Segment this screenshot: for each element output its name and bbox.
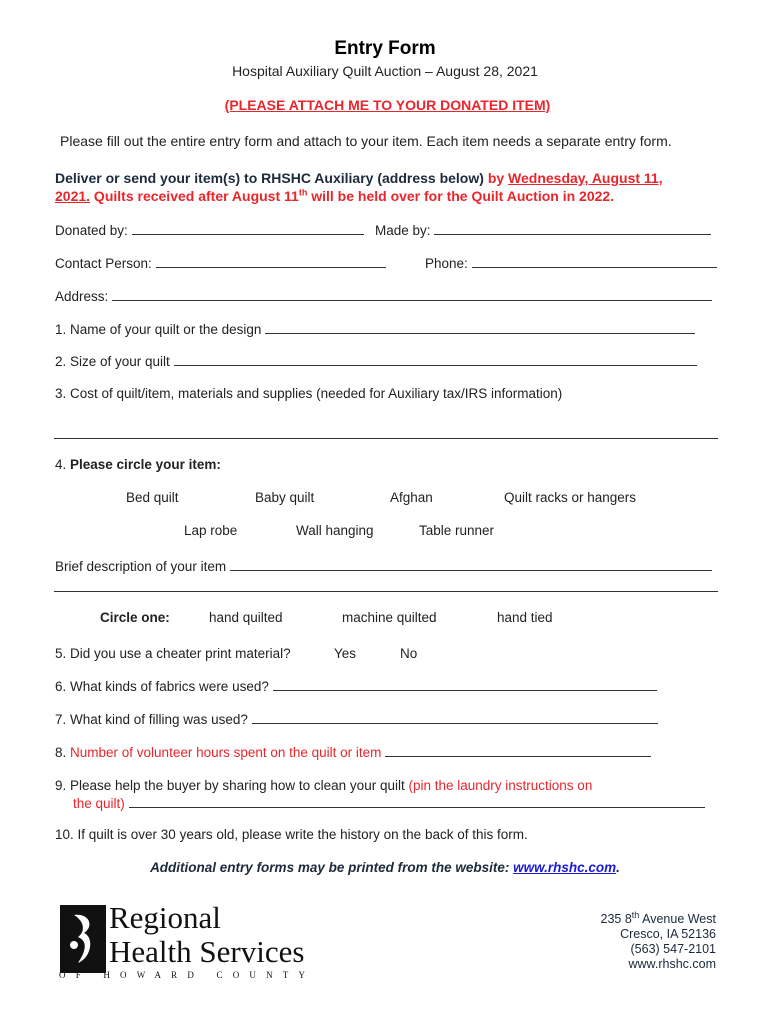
circle-one-label: Circle one: [100,610,170,625]
filling-field [55,711,658,727]
cleaning-label: 9. Please help the buyer by sharing how to clean your quilt [55,778,409,793]
logo-line-3: OF HOWARD COUNTY [59,970,316,980]
volunteer-hours-label: Number of volunteer hours spent on the quilt or item [70,745,382,760]
filling-input[interactable] [252,711,658,724]
volunteer-hours-number: 8. [55,745,71,760]
option-machine-quilted[interactable]: machine quilted [342,610,437,625]
holdover-text-end: will be held over for the Quilt Auction in 2022. [307,188,615,204]
page-subtitle: Hospital Auxiliary Quilt Auction – August 28, 2021 [232,63,538,79]
quilt-name-field [55,321,695,337]
contact-person-input[interactable] [156,255,386,268]
donated-by-input[interactable] [132,222,364,235]
item-option-table-runner[interactable]: Table runner [419,523,495,538]
history-note: 10. If quilt is over 30 years old, please write the history on the back of this form. [55,827,528,842]
address-street-end: Avenue West [639,912,716,926]
address-phone: (563) 547-2101 [630,942,716,956]
fabrics-label: 6. What kinds of fabrics were used? [55,679,269,694]
quilt-size-label: 2. Size of your quilt [55,354,170,369]
address-block [600,909,716,972]
logo-line-2: Health Services [109,934,305,969]
website-note [0,860,770,875]
description-field [55,558,712,574]
deliver-text: Deliver or send your item(s) to RHSHC Auxiliary (address below) [55,170,488,186]
cleaning-input[interactable] [129,795,705,808]
circle-item-label: Please circle your item: [70,457,221,472]
intro-text: Please fill out the entire entry form and attach to your item. Each item needs a separate entry form. [60,133,672,149]
donated-by-field [55,222,364,238]
item-option-afghan[interactable]: Afghan [390,490,433,505]
website-link[interactable]: www.rhshc.com [513,860,617,875]
cost-input[interactable] [54,438,718,439]
description-label: Brief description of your item [55,559,227,574]
deadline-year: 2021. [55,188,91,204]
deliver-instructions [55,169,663,205]
quilt-name-label: 1. Name of your quilt or the design [55,322,262,337]
contact-person-field [55,255,386,271]
rhs-logo-mark-icon [60,905,106,973]
address-field [55,288,712,304]
deadline-date: Wednesday, August 11, [508,170,663,186]
address-city: Cresco, IA 52136 [620,927,716,941]
cleaning-note: (pin the laundry instructions on [408,778,593,793]
attach-note: (PLEASE ATTACH ME TO YOUR DONATED ITEM) [224,97,551,113]
holdover-sup: th [298,187,308,198]
volunteer-hours-field [55,744,651,760]
cost-label: 3. Cost of quilt/item, materials and supplies (needed for Auxiliary tax/IRS information) [55,386,563,401]
contact-person-label: Contact Person: [55,256,152,271]
fabrics-input[interactable] [273,678,657,691]
option-hand-tied[interactable]: hand tied [497,610,553,625]
item-option-quilt-racks[interactable]: Quilt racks or hangers [504,490,637,505]
option-no[interactable]: No [400,646,418,661]
phone-input[interactable] [472,255,717,268]
made-by-input[interactable] [434,222,711,235]
address-street-sup: th [631,909,640,920]
made-by-label: Made by: [375,223,431,238]
volunteer-hours-input[interactable] [385,744,651,757]
circle-item-heading [55,457,221,472]
item-option-wall-hanging[interactable]: Wall hanging [296,523,374,538]
website-note-text: Additional entry forms may be printed from the website: [150,860,510,875]
quilt-size-input[interactable] [174,353,697,366]
filling-label: 7. What kind of filling was used? [55,712,248,727]
circle-item-number: 4. [55,457,71,472]
option-yes[interactable]: Yes [334,646,357,661]
made-by-field [375,222,711,238]
phone-field [425,255,717,271]
item-option-bed-quilt[interactable]: Bed quilt [126,490,179,505]
item-option-baby-quilt[interactable]: Baby quilt [255,490,315,505]
cheater-print-label: 5. Did you use a cheater print material? [55,646,291,661]
logo-line-1: Regional [109,900,221,935]
option-hand-quilted[interactable]: hand quilted [209,610,283,625]
rhs-logo [55,902,325,982]
page-title: Entry Form [334,38,436,59]
phone-label: Phone: [425,256,468,271]
deliver-by: by [487,170,509,186]
item-option-lap-robe[interactable]: Lap robe [184,523,238,538]
address-street: 235 8 [600,912,632,926]
quilt-name-input[interactable] [265,321,695,334]
cleaning-note-end: the quilt) [73,796,125,811]
fabrics-field [55,678,657,694]
holdover-text: Quilts received after August 11 [90,188,299,204]
description-input-line-2[interactable] [54,591,718,592]
donated-by-label: Donated by: [55,223,128,238]
address-label: Address: [55,289,109,304]
cleaning-field [55,777,705,813]
quilt-size-field [55,353,697,369]
website-period: . [616,860,620,875]
address-web: www.rhshc.com [628,957,716,971]
description-input[interactable] [230,558,712,571]
address-input[interactable] [112,288,712,301]
